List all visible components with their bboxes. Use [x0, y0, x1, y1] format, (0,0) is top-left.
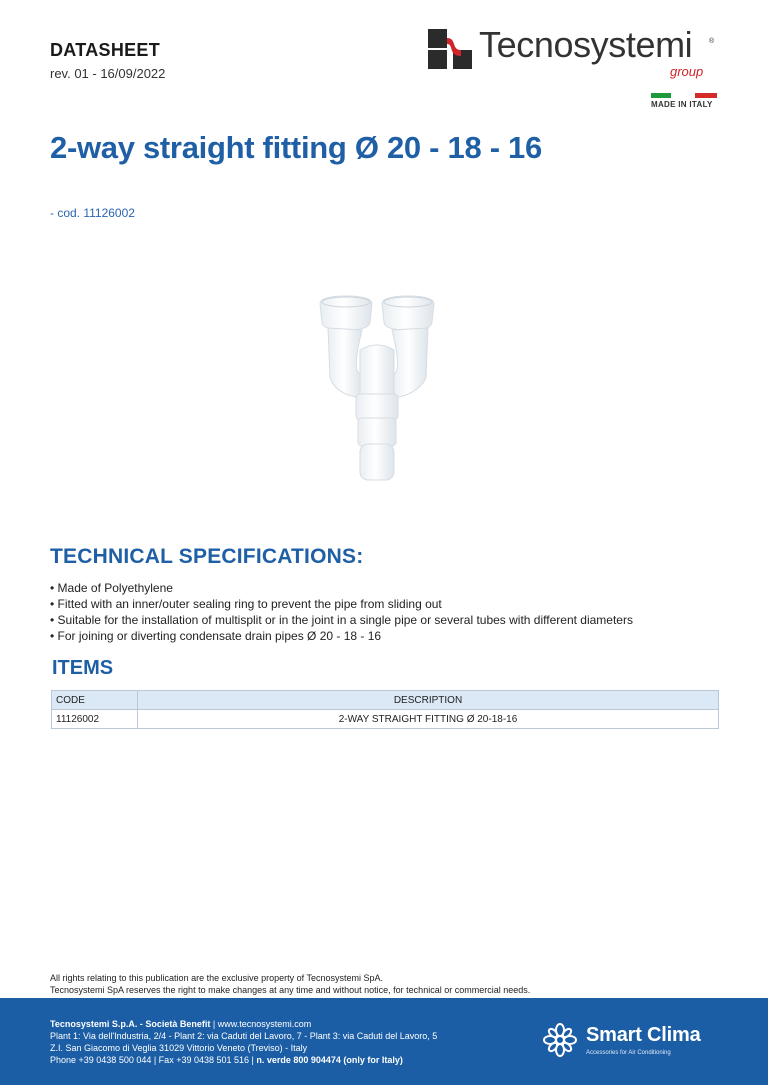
smart-clima-logo	[540, 1020, 730, 1060]
items-table	[51, 690, 719, 729]
toll-free-number: n. verde 800 904474 (only for Italy)	[256, 1055, 403, 1065]
snowflake-icon	[540, 1020, 580, 1060]
legal-notice	[50, 972, 530, 996]
tecnosystemi-logo	[428, 26, 720, 82]
product-title: 2-way straight fitting Ø 20 - 18 - 16	[50, 130, 542, 165]
logo-registered-mark: ®	[709, 38, 715, 45]
phone-fax: Phone +39 0438 500 044 | Fax +39 0438 501 516 |	[50, 1055, 257, 1065]
logo-group-text: group	[670, 64, 704, 79]
footer-address-line: Z.I. San Giacomo di Veglia 31029 Vittorio Veneto (Treviso) - Italy	[50, 1043, 308, 1053]
cell-description: 2-WAY STRAIGHT FITTING Ø 20-18-16	[138, 710, 719, 729]
footer-contact-block	[50, 1018, 437, 1066]
tecnosystemi-mark-icon	[428, 29, 472, 69]
smart-clima-tagline: Accessories for Air Conditioning	[586, 1050, 671, 1056]
specs-heading: TECHNICAL SPECIFICATIONS:	[50, 545, 364, 568]
specs-list	[50, 580, 633, 644]
table-header-row	[52, 691, 719, 710]
doc-type-label: DATASHEET	[50, 40, 161, 60]
website-link[interactable]: | www.tecnosystemi.com	[210, 1019, 312, 1029]
footer-plants-line: Plant 1: Via dell'Industria, 2/4 - Plant 2: via Caduti del Lavoro, 7 - Plant 3: via Caduti del Lavoro, 5	[50, 1031, 438, 1041]
legal-line: All rights relating to this publication are the exclusive property of Tecnosystemi SpA.	[50, 973, 383, 983]
cell-code: 11126002	[52, 710, 138, 729]
revision-date: rev. 01 - 16/09/2022	[50, 66, 166, 81]
footer-contacts-line	[50, 1054, 437, 1066]
items-heading: ITEMS	[52, 657, 114, 679]
made-in-italy-badge	[651, 93, 717, 113]
column-header-code: CODE	[52, 691, 138, 710]
spec-item: • For joining or diverting condensate drain pipes Ø 20 - 18 - 16	[50, 628, 633, 644]
footer-company-line	[50, 1018, 437, 1030]
spec-item: • Suitable for the installation of multisplit or in the joint in a single pipe or several tubes with different diameters	[50, 612, 633, 628]
logo-wordmark: Tecnosystemi	[479, 24, 693, 65]
legal-line: Tecnosystemi SpA reserves the right to make changes at any time and without notice, for technical or commercial needs.	[50, 985, 531, 995]
company-name: Tecnosystemi S.p.A. - Società Benefit	[50, 1019, 211, 1029]
flag-green-stripe	[651, 93, 671, 98]
flag-red-stripe	[695, 93, 717, 98]
smart-clima-name: Smart Clima	[586, 1024, 701, 1046]
column-header-description: DESCRIPTION	[138, 691, 719, 710]
made-in-italy-text: MADE IN ITALY	[651, 100, 713, 109]
footer	[0, 998, 768, 1085]
spec-item: • Made of Polyethylene	[50, 580, 633, 596]
product-code: - cod. 11126002	[50, 206, 135, 220]
spec-item: • Fitted with an inner/outer sealing ring to prevent the pipe from sliding out	[50, 596, 633, 612]
y-fitting-image	[300, 290, 470, 490]
table-row	[52, 710, 719, 729]
